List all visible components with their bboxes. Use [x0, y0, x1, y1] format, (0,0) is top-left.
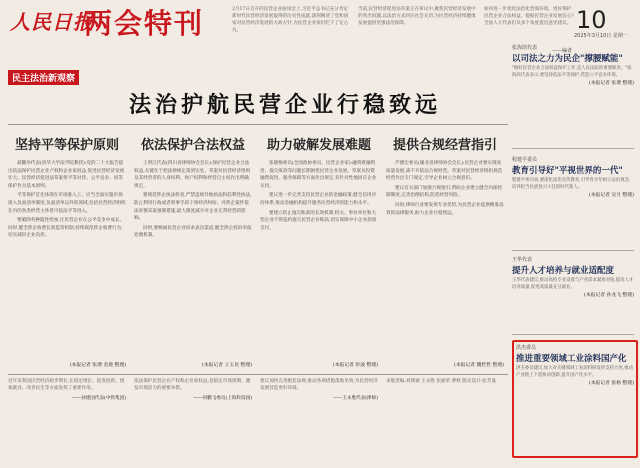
column-title-3: 助力破解发展难题 — [266, 138, 371, 153]
sidebar-title: 以司法之力为民企"撑腰赋能" — [512, 54, 623, 64]
sidebar-source: (本报记者 孙龙飞 整理) — [584, 293, 634, 299]
paragraph: 要破除各种隐性壁垒,让民营企业在公平竞争中成长。同时,健全涉企收费长效监管机制,持续规范涉企收费行为,切实减轻企业负担。 — [8, 218, 125, 239]
comment-block — [8, 378, 126, 458]
paragraph: 同时,要畅通民营企业诉求表达渠道,健全涉企投诉举报处理机制。 — [134, 225, 252, 239]
sidebar-title: 推进重要领域工业涂料国产化 — [516, 354, 627, 364]
article-column-1 — [8, 160, 126, 370]
sidebar-author: 洪杰委员 — [516, 345, 537, 351]
paragraph: 要规范涉企执法检查,严禁违规异地执法和趋利性执法,防止利用行政或者刑事手段干预经济纠纷。对涉企案件依法审慎采取强制措施,最大限度减少对企业正常经营的影响。 — [134, 193, 252, 222]
divider — [8, 124, 508, 125]
article-column-4 — [386, 160, 504, 370]
comment-text: 依法保护民营企业产权和企业家权益,是稳定市场预期、激发市场活力的重要举措。 — [134, 379, 251, 392]
article-column-3 — [260, 160, 378, 370]
column-title-4: 提供合规经营指引 — [392, 138, 497, 153]
paragraph: 王明江代表(四川省律师协会会长):保护民营企业合法权益,关键在于把法律规定落到实处。草案对民营经济组织及其经营者的人身权利、财产权利和经营自主权作出明确规定。 — [134, 161, 251, 189]
sidebar-item — [512, 156, 634, 246]
comment-text: 建议加快完善配套法规,推动各项措施落地见效,为民营经济发展营造更好环境。 — [260, 379, 378, 392]
sidebar — [512, 44, 634, 464]
column-title-1: 坚持平等保护原则 — [14, 138, 119, 153]
special-edition-logo: 两会特刊 — [84, 7, 205, 40]
comment-sign: ——王永胜代表(律师) — [333, 396, 378, 402]
editor-note-col1: 2月17日召开的民营企业座谈会上,习近平总书记充分肯定新时代民营经济发展取得的历史性成就,深刻阐述了党和国家对民营经济发展的大政方针,为民营企业家们吃下了定心丸。 — [232, 7, 349, 33]
comment-text: 近年来我国民营经济稳步增长,在稳定增长、促进创新、增加就业、改善民生等方面发挥了重要作用。 — [8, 379, 125, 392]
sidebar-source: (本报记者 吴月 整理) — [588, 193, 634, 199]
article-column-2 — [134, 160, 252, 370]
divider — [512, 334, 634, 335]
sidebar-author: 张海滨代表 — [512, 45, 538, 51]
sidebar-body: 洪杰委员建议,加大对关键领域工业涂料研发的支持力度,推动产业链上下游协同创新,提升国产化水平。 — [516, 366, 633, 378]
column-author: (本报记者 亓玉昆 整理) — [202, 363, 252, 369]
newspaper-logo: 人民日报 — [10, 10, 94, 34]
page-number: 10 — [576, 6, 607, 34]
paragraph: 同时,律师行业要发挥专业优势,为民营企业提供精准高效的法律服务,助力企业行稳致远。 — [386, 202, 504, 216]
sidebar-item — [512, 256, 634, 346]
comment-block — [134, 378, 252, 458]
comment-block — [260, 378, 378, 458]
column-title-2: 依法保护合法权益 — [140, 138, 245, 153]
dateline: 2025年3月10日 星期一 — [574, 33, 628, 39]
paragraph: 要建立防止拖欠账款的长效机制,机关、事业单位和大型企业不得违约拖欠民营企业账款,切实保障中小企业款项支付。 — [260, 210, 377, 231]
sidebar-item-highlighted[interactable] — [512, 340, 638, 458]
sidebar-source: (本报记者 张璁 整理) — [588, 81, 634, 87]
comment-block — [386, 378, 504, 458]
bottom-comments — [8, 378, 508, 458]
editor-note-col2: 当前,民营经济促进法草案正在审议中,聚焦民营经济发展中的突出问题,以法治方式回应社会关切,为民营经济持续健康发展提供坚强法治保障。 — [358, 7, 476, 26]
column-author: (本报记者 彭波 整理) — [332, 363, 378, 369]
divider — [512, 148, 634, 149]
sidebar-item — [512, 44, 634, 134]
paragraph: 张晓梅委员(全国政协委员、民营企业家):融资难融资贵、拖欠账款等问题长期困扰民营企业发展。草案从投资融资促进、服务保障等方面作出规定,有针对性地回应企业关切。 — [260, 161, 377, 189]
section-label: 民主法治新观察 — [8, 70, 79, 85]
divider — [512, 250, 634, 251]
sidebar-title: 提升人才培养与就业适配度 — [512, 266, 615, 276]
sidebar-author: 王华代表 — [512, 257, 533, 263]
comment-sign: ——何鹏飞委员(上海科技园) — [193, 396, 252, 402]
comment-sign: ——孙建国代表(中铁集团) — [71, 396, 126, 402]
column-author: (本报记者 张璁 金鹿 整理) — [69, 363, 126, 369]
editor-byline: ——编者 — [551, 48, 572, 54]
sidebar-body: 程建平委员说,要深化法治宣传教育,引导青少年树立法治观念,培养担当民族复兴大任的时代新人。 — [512, 178, 631, 190]
paragraph: 聂鹏举代表(清华大学法学院教授):党的二十大报告提出依法保护民营企业产权和企业家权益,促进民营经济发展壮大。民营经济促进法草案将平等对待、公平竞争、同等保护作为基本原则。 — [8, 161, 125, 189]
sidebar-title: 教育引导好"平视世界的一代" — [512, 166, 623, 176]
paragraph: 平等保护首先体现在市场准入上。应当全面实施市场准入负面清单制度,负面清单以外的领域,包括民营经济组织在内的各类经营主体皆可依法平等进入。 — [8, 193, 126, 214]
paragraph: 芦德宏委员(湖北省律师协会会长):民营企业要实现高质量发展,离不开依法合规经营。草案对民营经济组织规范经营作出专门规定,引导企业树立合规意识。 — [386, 161, 503, 182]
column-author: (本报记者 魏哲哲 整理) — [454, 363, 504, 369]
sidebar-author: 程建平委员 — [512, 157, 538, 163]
sidebar-body: "做好民营企业合法权益保护工作,是人民法院的重要职责。"张海滨代表表示,要坚持依法平等保护,营造公平竞争环境。 — [512, 66, 632, 78]
paragraph: 建议有关部门加强合规指引,帮助企业建立健全内部控制制度,完善治理结构,防范经营风险。 — [386, 185, 503, 199]
editor-credits: 本版责编:刘博通 王永胜 张丽荣 曹秋 版式设计:张芳曼 — [386, 379, 497, 384]
paragraph: 建议进一步完善支持民营企业的金融政策,健全信用评价体系,推动金融机构提升服务民营经济的能力和水平。 — [260, 193, 377, 206]
editor-note-col3: 如何进一步优化法治化营商环境、更好保护民营企业合法权益、提振民营企业发展信心?全国人大代表们从多个角度提出意见建议。 — [484, 7, 574, 26]
sidebar-source: (本报记者 张杨 整理) — [588, 381, 634, 387]
sidebar-body: 王华代表建议,推动高校专业设置与产业需求紧密对接,提高人才培养质量,促进高质量充分就业。 — [512, 278, 634, 290]
divider — [8, 374, 508, 375]
page-title: 法治护航民营企业行稳致远 — [128, 92, 441, 118]
